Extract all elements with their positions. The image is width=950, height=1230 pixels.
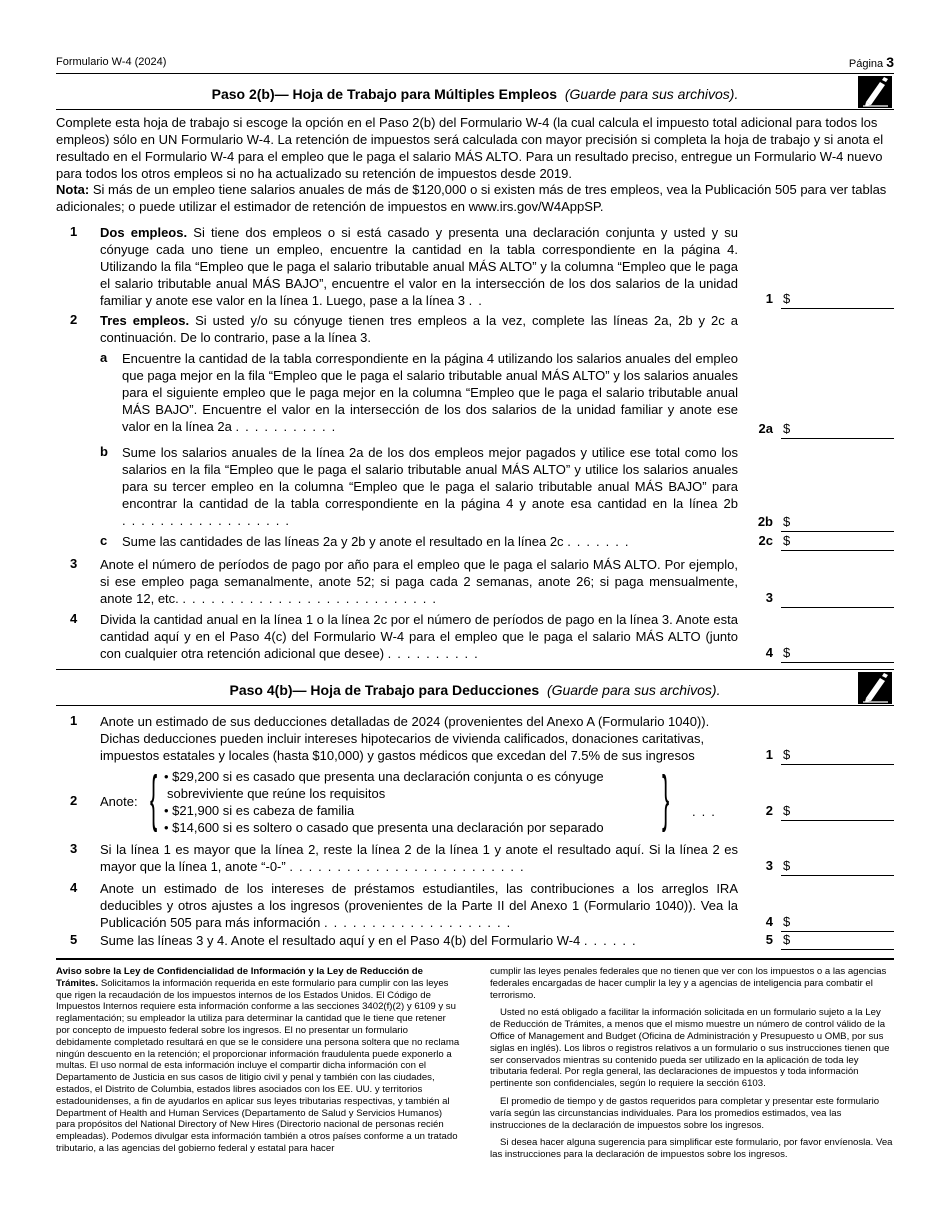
line-label: 5 bbox=[765, 932, 773, 947]
line-number: 5 bbox=[70, 932, 78, 947]
step2b-intro: Complete esta hoja de trabajo si escoge la opción en el Paso 2(b) del Formulario W-4 (la cual calcula el impuesto total adicional para todos los empleos) sólo en UN Formulario W-4. La retención de impuestos será calculada con mayor precisión si completa la hoja de trabajo y si anota el resultado en el Formulario W-4 para el empleo que le paga el salario MÁS ALTO. Para un resultado preciso, entregue un Formulario W-4 nuevo para todos los otros empleos si no ha actualizado su retención de impuestos desde 2019. bbox=[56, 115, 884, 181]
brace-right: } bbox=[662, 764, 670, 833]
step4b-line2-lead: Anote: bbox=[100, 794, 138, 809]
line-number: 4 bbox=[70, 880, 78, 895]
line-label: 3 bbox=[765, 590, 773, 605]
line-number: 3 bbox=[70, 841, 78, 856]
step4b-line4-text: Anote un estimado de los intereses de préstamos estudiantiles, las contribuciones a los arreglos IRA deducibles y otros ajustes a los ingresos (provenientes de la Parte II del Anexo 1 (Formulario 1040)). Vea la Publicación 505 para más información .................... bbox=[100, 881, 738, 930]
step4b-title: Paso 4(b)— Hoja de Trabajo para Deducciones (Guarde para sus archivos). bbox=[229, 682, 721, 698]
line-label: 1 bbox=[765, 291, 773, 306]
step4b-line2-options: • $29,200 si es casado que presenta una declaración conjunta o es cónyuge sobreviviente que reúne los requisitos • $21,900 si es cabeza de familia • $14,600 si es soltero o casado que presenta una declaración por separado bbox=[164, 769, 604, 835]
divider bbox=[56, 705, 894, 706]
privacy-notice-left: Aviso sobre la Ley de Confidencialidad de Información y la Ley de Reducción de Trámites. Solicitamos la información requerida en este formulario para cumplir con las leyes que rigen la recaudación de los impuestos internos de los Estados Unidos. El Código de Impuestos Internos requiere esta información conforme a las secciones 3402(f)(2) y 6109 y su reglamentación; su empleador la utiliza para determinar la cantidad que le tiene que retener por concepto de impuesto federal sobre los ingresos. El no presentar un formulario debidamente completado resultará en que se le considere una persona soltera que no reclama ningún descuento en la retención; el proporcionar información fraudulenta puede exponerlo a multas. El uso normal de esta información incluye el compartir dicha información con el Departamento de Justicia en sus casos de litigio civil y penal y también con las ciudades, estados, el Distrito de Columbia, estados libres asociados con los EE. UU. y territorios estadounidenses, a fin de ayudarlos en aplicar sus leyes tributarias respectivas, y también al Department of Health and Human Services (Departamento de Salud y Servicios Humanos) para propósitos del National Directory of New Hires (Directorio nacional de personas recién empleadas). Podemos divulgar esta información también a otros países conforme a un tratado tributario, a las agencias del gobierno federal y estatal para hacer bbox=[56, 966, 460, 1154]
pencil-icon bbox=[858, 672, 892, 704]
step4b-line5-input[interactable] bbox=[781, 932, 894, 950]
page-number: Página 3 bbox=[848, 54, 894, 70]
step2b-line2a-input[interactable] bbox=[781, 421, 894, 439]
step2b-line2a-text: Encuentre la cantidad de la tabla correspondiente en la página 4 utilizando los salarios anuales del empleo que paga mejor en la fila “Empleo que le paga el salario tributable anual MÁS ALTO” y los salarios anuales para el siguiente empleo que le paga mejor en la columna “Empleo que le paga el salario tributable anual MÁS BAJO”. Encuentre el valor en la intersección de los dos salarios de la unidad familiar y anote ese valor en la línea 2a ........... bbox=[122, 351, 738, 434]
step4b-line3-input[interactable] bbox=[781, 858, 894, 876]
step4b-line5-text: Sume las líneas 3 y 4. Anote el resultado aquí y en el Paso 4(b) del Formulario W-4 ...... bbox=[100, 933, 642, 948]
pencil-icon bbox=[858, 76, 892, 108]
step2b-note: Nota: Si más de un empleo tiene salarios anuales de más de $120,000 o si existen más de tres empleos, vea la Publicación 505 para ver tablas adicionales; o puede utilizar el estimador de retención de impuestos en www.irs.gov/W4AppSP. bbox=[56, 182, 887, 214]
step2b-line2b-input[interactable] bbox=[781, 514, 894, 532]
line-label: 2 bbox=[765, 803, 773, 818]
step2b-line2b-text: Sume los salarios anuales de la línea 2a de los dos empleos mejor pagados y utilice ese total como los salarios en la fila “Empleo que le paga el salario tributable anual MÁS ALTO” y utilice los salarios anuales para su tercer empleo en la columna “Empleo que le paga el salario tributable anual MÁS BAJO” para encontrar la cantidad de la tabla correspondiente en la página 4 y anote esa cantidad en la línea 2b .................. bbox=[122, 445, 738, 528]
step2b-title: Paso 2(b)— Hoja de Trabajo para Múltiples Empleos (Guarde para sus archivos). bbox=[211, 86, 739, 102]
step2b-line4-text: Divida la cantidad anual en la línea 1 o la línea 2c por el número de períodos de pago en la línea 3. Anote esta cantidad aquí y en el Paso 4(c) del Formulario W-4 para el empleo que le paga el salario MÁS ALTO (junto con cualquier otra retención adicional que desee) .......... bbox=[100, 612, 738, 661]
line-number: 2 bbox=[70, 793, 78, 808]
line-label: 1 bbox=[765, 747, 773, 762]
line-label: 4 bbox=[765, 914, 773, 929]
line-number: 1 bbox=[70, 224, 78, 239]
step2b-line3-input[interactable] bbox=[781, 590, 894, 608]
page-header bbox=[56, 54, 894, 72]
line-label: 3 bbox=[765, 858, 773, 873]
step4b-line1-input[interactable] bbox=[781, 747, 894, 765]
form-page: Formulario W-4 (2024) Página 3 Paso 2(b)— Hoja de Trabajo para Múltiples Empleos (Guarde para sus archivos). Complete esta hoja de trabajo si escoge la opción en el Paso 2(b) del Formulario W-4 (la cual calcula el impuesto total adicional para todos los empleos) sólo en UN Formulario W-4. La retención de impuestos será calculada con mayor precisión si completa la hoja de trabajo y si anota el resultado en el Formulario W-4 para el empleo que le paga el salario MÁS ALTO. Para un resultado preciso, entregue un Formulario W-4 nuevo para todos los otros empleos si no ha actualizado su retención de impuestos desde 2019. Nota: Si más de un empleo tiene salarios anuales de más de $120,000 o si existen más de tres empleos, vea la Publicación 505 para ver tablas adicionales; o puede utilizar el estimador de retención de impuestos en www.irs.gov/W4AppSP. 1 Dos empleos. Si tiene dos empleos o si está casado y presenta una declaración conjunta y usted y su cónyuge cada uno tiene un empleo, encuentre la cantidad en la tabla correspondiente en la página 4. Utilizando la fila “Empleo que le paga el salario tributable anual MÁS ALTO” y la columna “Empleo que le paga el salario tributable anual MÁS BAJO”, encuentre el valor en la intersección de los dos salarios de la unidad familiar y anote ese valor en la línea 1. Luego, pase a la línea 3 .. 1 $ 2 Tres empleos. Si usted y/o su cónyuge tienen tres empleos a la vez, complete las líneas 2a, 2b y 2c a continuación. De lo contrario, pase a la línea 3. a Encuentre la cantidad de la tabla correspondiente en la página 4 utilizando los salarios anuales del empleo que paga mejor en la fila “Empleo que le paga el salario tributable anual MÁS ALTO” y los salarios anuales para el siguiente empleo que le paga mejor en la columna “Empleo que le paga el salario tributable anual MÁS BAJO”. Encuentre el valor en la intersección de los dos salarios de la unidad familiar y anote ese valor en la línea 2a ........... 2a $ b Sume los salarios anuales de la línea 2a de los dos empleos mejor pagados y utilice ese total como los salarios en la fila “Empleo que le paga el salario tributable anual MÁS ALTO” y utilice los salarios anuales para su tercer empleo en la columna “Empleo que le paga el salario tributable anual MÁS BAJO” para encontrar la cantidad de la tabla correspondiente en la página 4 y anote esa cantidad en la línea 2b .................. 2b $ c Sume las cantidades de las líneas 2a y 2b y anote el resultado en la línea 2c ....... 2c $ 3 Anote el número de períodos de pago por año para el empleo que le paga el salario MÁS ALTO. Por ejemplo, si ese empleo paga semanalmente, anote 52; si paga cada 2 semanas, anote 26; si paga mensualmente, anote 12, etc. ........................... 3 4 Divida la cantidad anual en la línea 1 o la línea 2c por el número de períodos de pago en la línea 3. Anote esta cantidad aquí y en el Paso 4(c) del Formulario W-4 para el empleo que le paga el salario MÁS ALTO (junto con cualquier otra retención adicional que desee) .......... 4 $ Paso 4(b)— Hoja de Trabajo para Deducciones (Guarde para sus archivos). 1 Anote un estimado de sus deducciones detalladas de 2024 (provenientes del Anexo A (Formulario 1040)). Dichas deducciones pueden incluir intereses hipotecarios de vivienda calificados, donaciones caritativas, impuestos estatales y locales (hasta $10,000) y gastos médicos que excedan del 7.5% de sus ingresos 1 $ 2 Anote: { • $29,200 si es casado que presenta una declaración conjunta o es cónyuge sobreviviente que reúne los requisitos • $21,900 si es cabeza de familia • $14,600 si es soltero o casado que presenta una declaración por separado } ... 2 $ 3 Si la línea 1 es mayor que la línea 2, reste la línea 2 de la línea 1 y anote el resultado aquí. Si la línea 2 es mayor que la línea 1, anote “-0-” ......................... 3 $ 4 Anote un estimado de los intereses de préstamos estudiantiles, las contribuciones a los arreglos IRA deducibles y otros ajustes a los ingresos (provenientes de la Parte II del Anexo 1 (Formulario 1040)). Vea la Publicación 505 para más información .................... 4 $ 5 Sume las líneas 3 y 4. Anote el resultado aquí y en el Paso 4(b) del Formulario W-4 ...... 5 $ Aviso sobre la Ley de Confidencialidad de Información y la Ley de Reducción de Trámites. Solicitamos la información requerida en este formulario para cumplir con las leyes que rigen la recaudación de los impuestos internos de los Estados Unidos. El Código de Impuestos Internos requiere esta información conforme a las secciones 3402(f)(2) y 6109 y su reglamentación; su empleador la utiliza para determinar la cantidad que le tiene que retener por concepto de impuesto federal sobre los ingresos. El no presentar un formulario debidamente completado resultará en que se le considere una persona soltera que no reclama ningún descuento en la retención; el proporcionar información fraudulenta puede exponerlo a multas. El uso normal de esta información incluye el compartir dicha información con el Departamento de Justicia en sus casos de litigio civil y penal y también con las ciudades, estados, el Distrito de Columbia, estados libres asociados con los EE. UU. y territorios estadounidenses, a fin de ayudarlos en aplicar sus leyes tributarias respectivas, y también al Department of Health and Human Services (Departamento de Salud y Servicios Humanos) para propósitos del National Directory of New Hires (Directorio nacional de personas recién empleadas). Podemos divulgar esta información también a otros países conforme a un tratado tributario, a las agencias del gobierno federal y estatal para hacer cumplir las leyes penales federales que no tienen que ver con los impuestos o a las agencias federales encargadas de hacer cumplir la ley y a agencias de inteligencia para combatir el terrorismo. Usted no está obligado a facilitar la información solicitada en un formulario sujeto a la Ley de Reducción de Trámites, a menos que el mismo muestre un número de control válido de la Office of Management and Budget (Oficina de Administración y Presupuesto u OMB, por sus siglas en inglés). Los libros o registros relativos a un formulario o sus instrucciones tienen que ser conservados mientras su contenido pueda ser utilizado en la aplicación de toda ley tributaria federal. Por regla general, las declaraciones de impuestos y toda información pertinente son confidenciales, según lo requiere la sección 6103. El promedio de tiempo y de gastos requeridos para completar y presentar este formulario varía según las circunstancias individuales. Para los promedios estimados, vea las instrucciones de la declaración de impuestos sobre los ingresos. Si desea hacer alguna sugerencia para simplificar este formulario, por favor envíenosla. Vea las instrucciones para la declaración de impuestos sobre los ingresos. bbox=[56, 0, 894, 1230]
line-label: 4 bbox=[765, 645, 773, 660]
line-number: 1 bbox=[70, 713, 78, 728]
line-number: 2 bbox=[70, 312, 78, 327]
divider bbox=[56, 669, 894, 670]
step2b-line1-text: Dos empleos. Si tiene dos empleos o si está casado y presenta una declaración conjunta y usted y su cónyuge cada uno tiene un empleo, encuentre la cantidad en la tabla correspondiente en la página 4. Utilizando la fila “Empleo que le paga el salario tributable anual MÁS ALTO” y la columna “Empleo que le paga el salario tributable anual MÁS BAJO”, encuentre el valor en la intersección de los dos salarios de la unidad familiar y anote ese valor en la línea 1. Luego, pase a la línea 3 .. bbox=[100, 225, 738, 308]
brace-left: { bbox=[150, 764, 158, 833]
step2b-line2c-input[interactable] bbox=[781, 533, 894, 551]
form-name: Formulario W-4 (2024) bbox=[56, 56, 167, 68]
line-label: 2c bbox=[758, 533, 773, 548]
step2b-line4-input[interactable] bbox=[781, 645, 894, 663]
step2b-line2-text: Tres empleos. Si usted y/o su cónyuge tienen tres empleos a la vez, complete las líneas 2a, 2b y 2c a continuación. De lo contrario, pase a la línea 3. bbox=[100, 313, 738, 345]
line-number: 3 bbox=[70, 556, 78, 571]
step2b-line2c-text: Sume las cantidades de las líneas 2a y 2b y anote el resultado en la línea 2c ....... bbox=[122, 534, 635, 549]
line-label: 2b bbox=[757, 514, 773, 529]
step2b-line1-input[interactable] bbox=[781, 291, 894, 309]
step4b-line2-input[interactable] bbox=[781, 803, 894, 821]
step4b-line3-text: Si la línea 1 es mayor que la línea 2, reste la línea 2 de la línea 1 y anote el resultado aquí. Si la línea 2 es mayor que la línea 1, anote “-0-” ......................... bbox=[100, 842, 738, 874]
line-number: 4 bbox=[70, 611, 78, 626]
line-label: 2a bbox=[758, 421, 773, 436]
privacy-notice-right: cumplir las leyes penales federales que no tienen que ver con los impuestos o a las agencias federales encargadas de hacer cumplir la ley y a agencias de inteligencia para combatir el terrorismo. Usted no está obligado a facilitar la información solicitada en un formulario sujeto a la Ley de Reducción de Trámites, a menos que el mismo muestre un número de control válido de la Office of Management and Budget (Oficina de Administración y Presupuesto u OMB, por sus siglas en inglés). Los libros o registros relativos a un formulario o sus instrucciones tienen que ser conservados mientras su contenido pueda ser utilizado en la aplicación de toda ley tributaria federal. Por regla general, las declaraciones de impuestos y toda información pertinente son confidenciales, según lo requiere la sección 6103. El promedio de tiempo y de gastos requeridos para completar y presentar este formulario varía según las circunstancias individuales. Para los promedios estimados, vea las instrucciones de la declaración de impuestos sobre los ingresos. Si desea hacer alguna sugerencia para simplificar este formulario, por favor envíenosla. Vea las instrucciones para la declaración de impuestos sobre los ingresos. bbox=[490, 966, 893, 1161]
step2b-line3-text: Anote el número de períodos de pago por año para el empleo que le paga el salario MÁS ALTO. Por ejemplo, si ese empleo paga semanalmente, anote 52; si paga cada 2 semanas, anote 26; si paga mensualmente, anote 12, etc. ........................... bbox=[100, 557, 738, 606]
divider bbox=[56, 958, 894, 960]
step4b-line1-text: Anote un estimado de sus deducciones detalladas de 2024 (provenientes del Anexo A (Formulario 1040)). Dichas deducciones pueden incluir intereses hipotecarios de vivienda calificados, donaciones caritativas, impuestos estatales y locales (hasta $10,000) y gastos médicos que excedan del 7.5% de sus ingresos bbox=[100, 714, 710, 763]
divider bbox=[56, 73, 894, 74]
step4b-line4-input[interactable] bbox=[781, 914, 894, 932]
divider bbox=[56, 109, 894, 110]
